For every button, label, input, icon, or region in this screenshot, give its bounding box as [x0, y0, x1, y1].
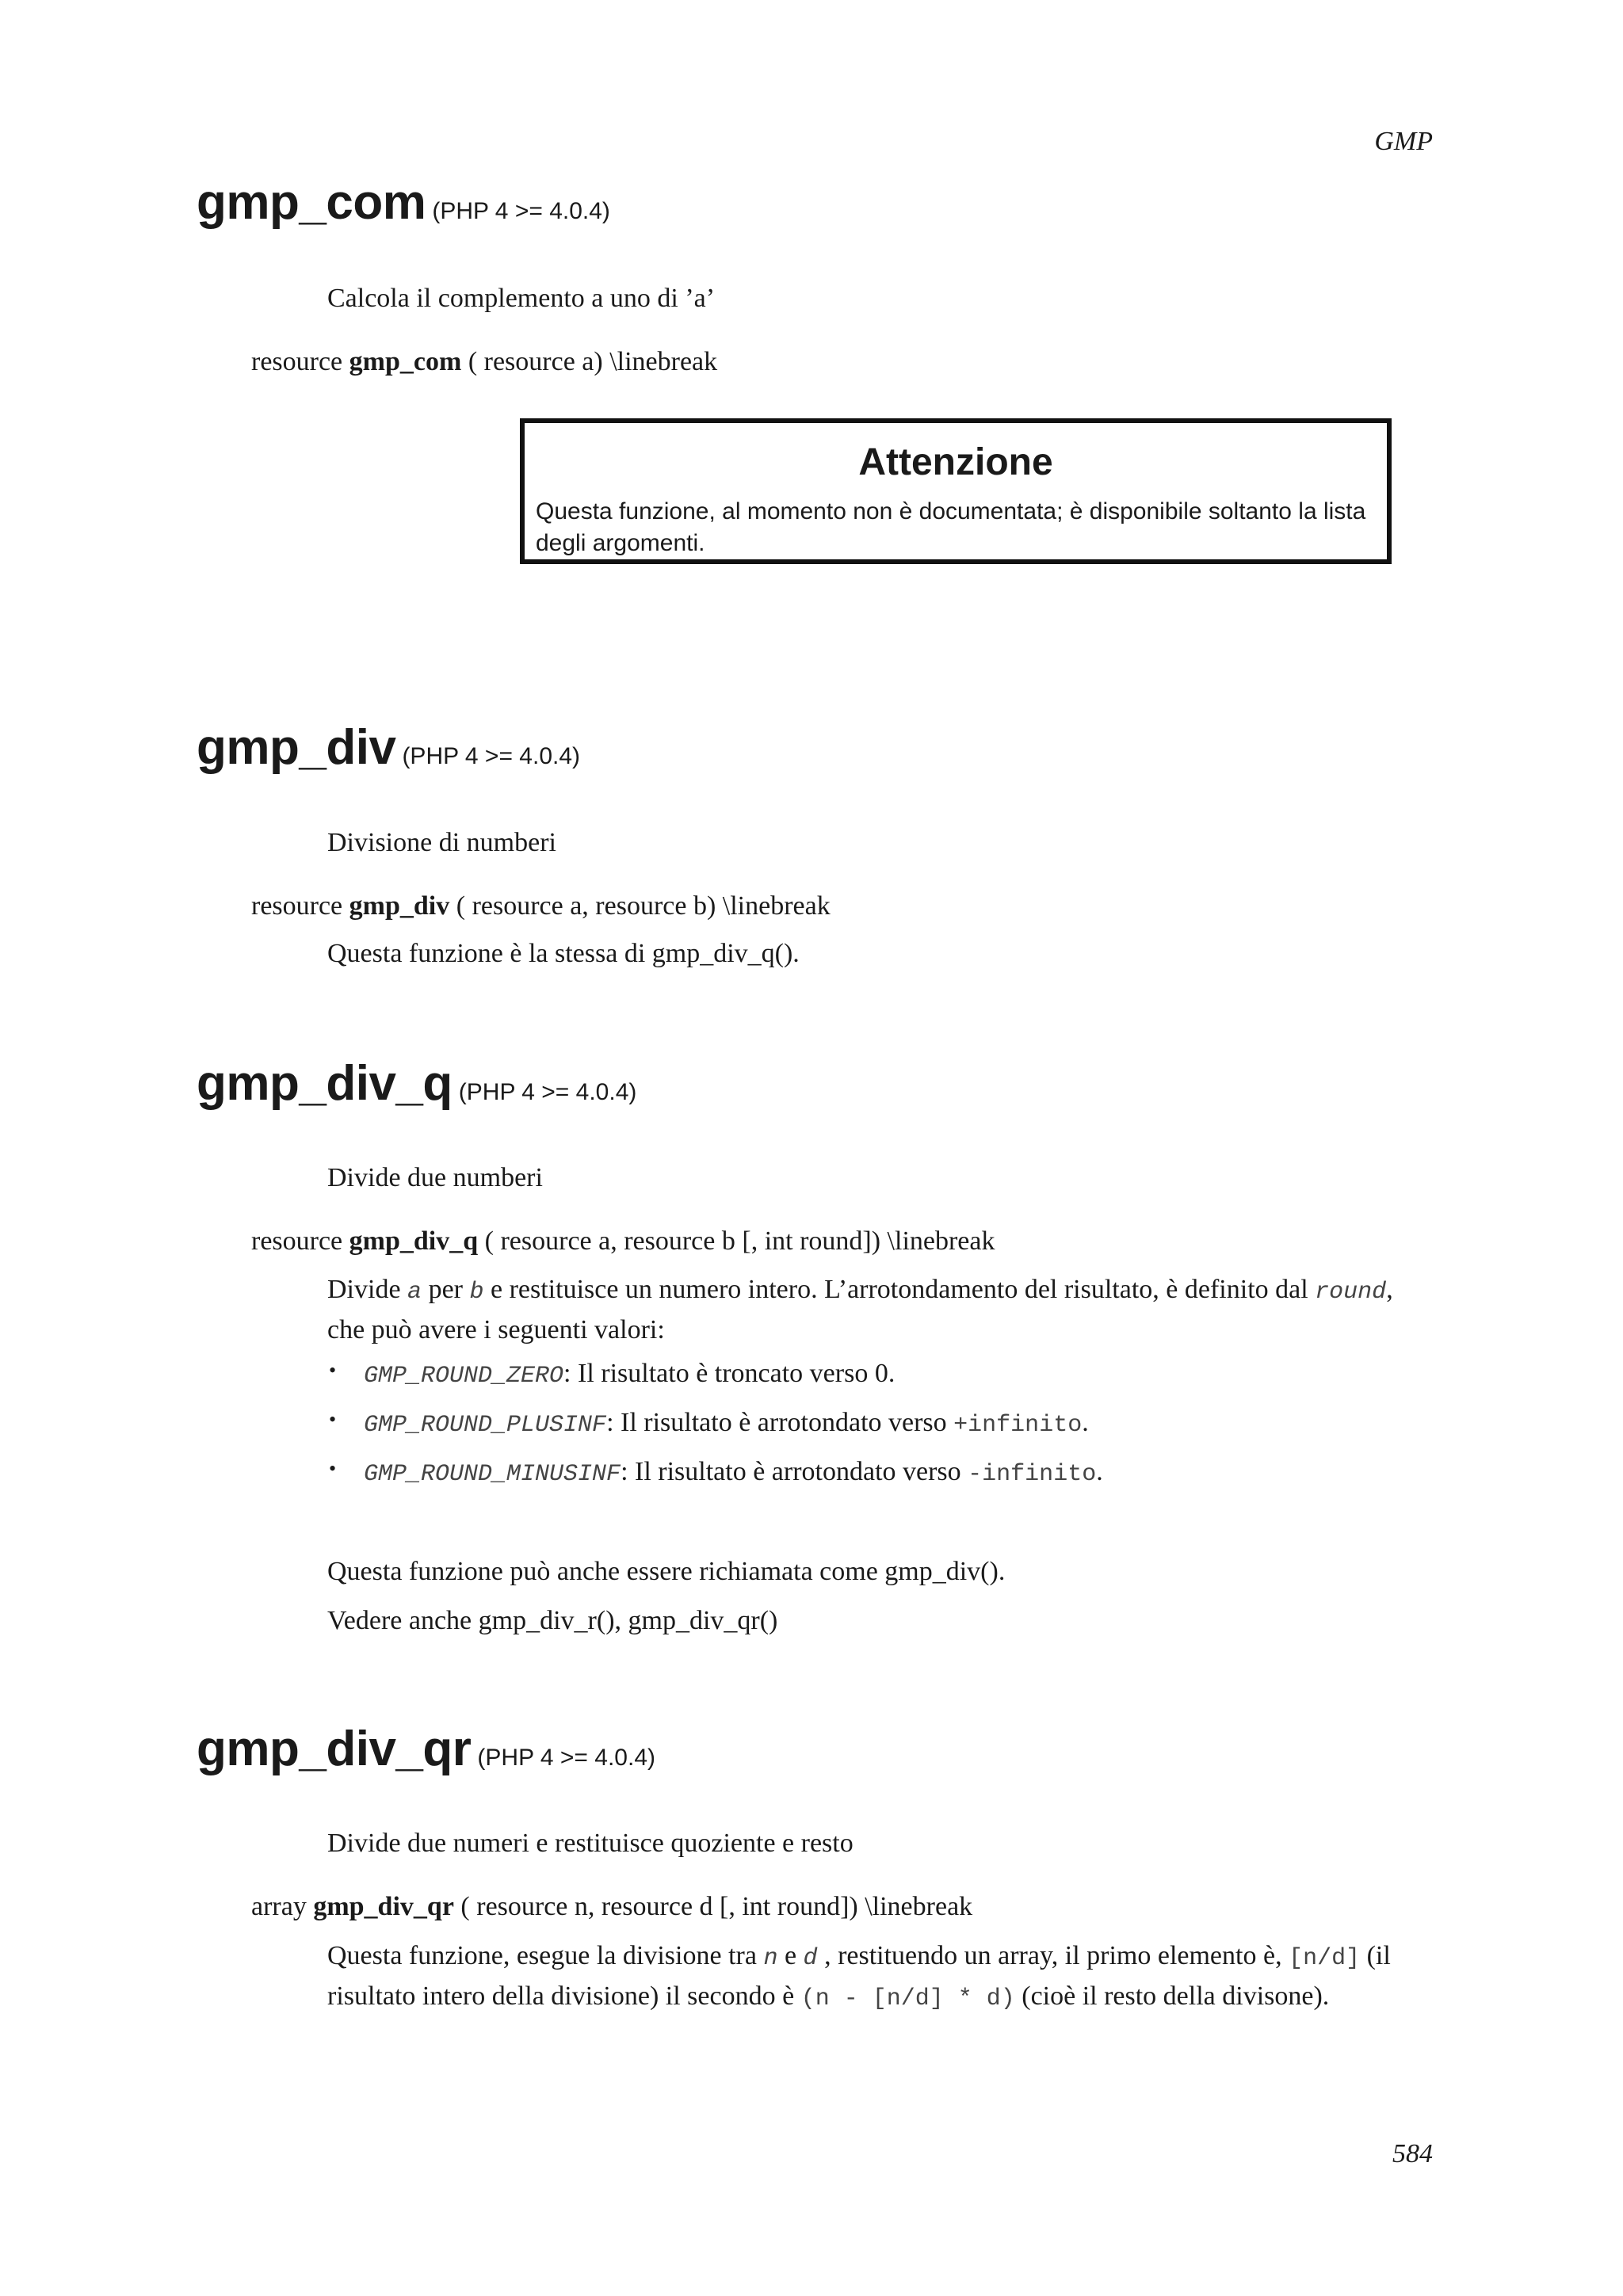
param-d: d [803, 1945, 818, 1972]
code-remainder: (n - [n/d] * d) [800, 1985, 1015, 2012]
description-text: e restituisce un numero intero. L’arrotondamento del risultato, è definito dal [483, 1275, 1316, 1304]
description-text: , restituendo un array, il primo elemento è, [817, 1941, 1289, 1970]
round-options-list [327, 1359, 1103, 1506]
function-name: gmp_div_qr [197, 1722, 472, 1776]
list-item [327, 1408, 1103, 1457]
synopsis-function-name: gmp_div_q [349, 1226, 479, 1256]
synopsis-params: ( resource n, resource d [, int round]) \linebreak [460, 1892, 973, 1921]
page-number: 584 [1392, 2139, 1433, 2168]
option-text-end: . [1082, 1408, 1089, 1437]
function-note: Questa funzione può anche essere richiamata come gmp_div(). [327, 1557, 1006, 1586]
option-text-end: . [1096, 1457, 1103, 1486]
synopsis-function-name: gmp_div [349, 891, 450, 921]
function-description: Questa funzione è la stessa di gmp_div_q(). [327, 939, 800, 968]
constant-name: GMP_ROUND_PLUSINF [364, 1412, 607, 1439]
function-heading-gmp-div-q [197, 1055, 636, 1112]
function-name: gmp_com [197, 175, 426, 230]
return-type: resource [251, 1226, 343, 1256]
return-type: resource [251, 347, 343, 376]
synopsis-params: ( resource a, resource b) \linebreak [456, 891, 831, 921]
function-purpose: Divide due numberi [327, 1163, 543, 1192]
running-header: GMP [1374, 127, 1433, 156]
param-b: b [469, 1279, 484, 1306]
option-text: : Il risultato è troncato verso 0. [563, 1359, 896, 1388]
function-description [327, 1271, 1437, 1349]
function-synopsis [251, 891, 831, 921]
description-text: (cioè il resto della divisone). [1014, 1981, 1330, 2011]
synopsis-params: ( resource a) \linebreak [468, 347, 718, 376]
return-type: resource [251, 891, 343, 921]
function-name: gmp_div [197, 720, 396, 775]
option-text: : Il risultato è arrotondato verso [606, 1408, 954, 1437]
bullet: • [329, 1408, 337, 1431]
description-text: Questa funzione, esegue la divisione tra [327, 1941, 764, 1970]
version-note: (PHP 4 >= 4.0.4) [458, 1079, 637, 1105]
function-synopsis [251, 1892, 972, 1922]
function-synopsis [251, 347, 717, 377]
function-heading-gmp-com [197, 174, 610, 231]
return-type: array [251, 1892, 307, 1921]
version-note: (PHP 4 >= 4.0.4) [432, 198, 610, 224]
code-value: +infinito [953, 1412, 1083, 1439]
function-name: gmp_div_q [197, 1056, 453, 1111]
version-note: (PHP 4 >= 4.0.4) [402, 743, 581, 769]
list-item [327, 1359, 1103, 1408]
see-also: Vedere anche gmp_div_r(), gmp_div_qr() [327, 1606, 778, 1635]
warning-box [520, 418, 1392, 564]
code-quotient: [n/d] [1289, 1945, 1361, 1972]
description-text: e [777, 1941, 804, 1970]
bullet: • [329, 1359, 337, 1382]
constant-name: GMP_ROUND_MINUSINF [364, 1461, 621, 1488]
synopsis-function-name: gmp_com [349, 347, 462, 376]
warning-text: Questa funzione, al momento non è documentata; è disponibile soltanto la lista degli argomenti. [536, 498, 1366, 556]
function-purpose: Divide due numeri e restituisce quoziente e resto [327, 1829, 854, 1858]
version-note: (PHP 4 >= 4.0.4) [477, 1745, 655, 1771]
function-purpose: Calcola il complemento a uno di ’a’ [327, 284, 716, 313]
param-a: a [407, 1279, 422, 1306]
function-synopsis [251, 1226, 995, 1257]
description-text: per [422, 1275, 470, 1304]
function-heading-gmp-div [197, 719, 580, 776]
function-heading-gmp-div-qr [197, 1721, 655, 1777]
synopsis-function-name: gmp_div_qr [313, 1892, 454, 1921]
list-item [327, 1457, 1103, 1506]
warning-title: Attenzione [858, 441, 1053, 483]
option-text: : Il risultato è arrotondato verso [621, 1457, 968, 1486]
code-value: -infinito [968, 1461, 1097, 1488]
constant-name: GMP_ROUND_ZERO [364, 1363, 564, 1390]
param-n: n [763, 1945, 778, 1972]
bullet: • [329, 1457, 337, 1480]
synopsis-params: ( resource a, resource b [, int round]) \linebreak [484, 1226, 995, 1256]
description-text: (il risultato intero della divisione) il secondo è [327, 1941, 1391, 2011]
description-text: Divide [327, 1275, 408, 1304]
param-round: round [1315, 1279, 1387, 1306]
description-text: , che può avere i seguenti valori: [327, 1275, 1393, 1344]
function-purpose: Divisione di numberi [327, 828, 556, 857]
function-description [327, 1937, 1437, 2018]
